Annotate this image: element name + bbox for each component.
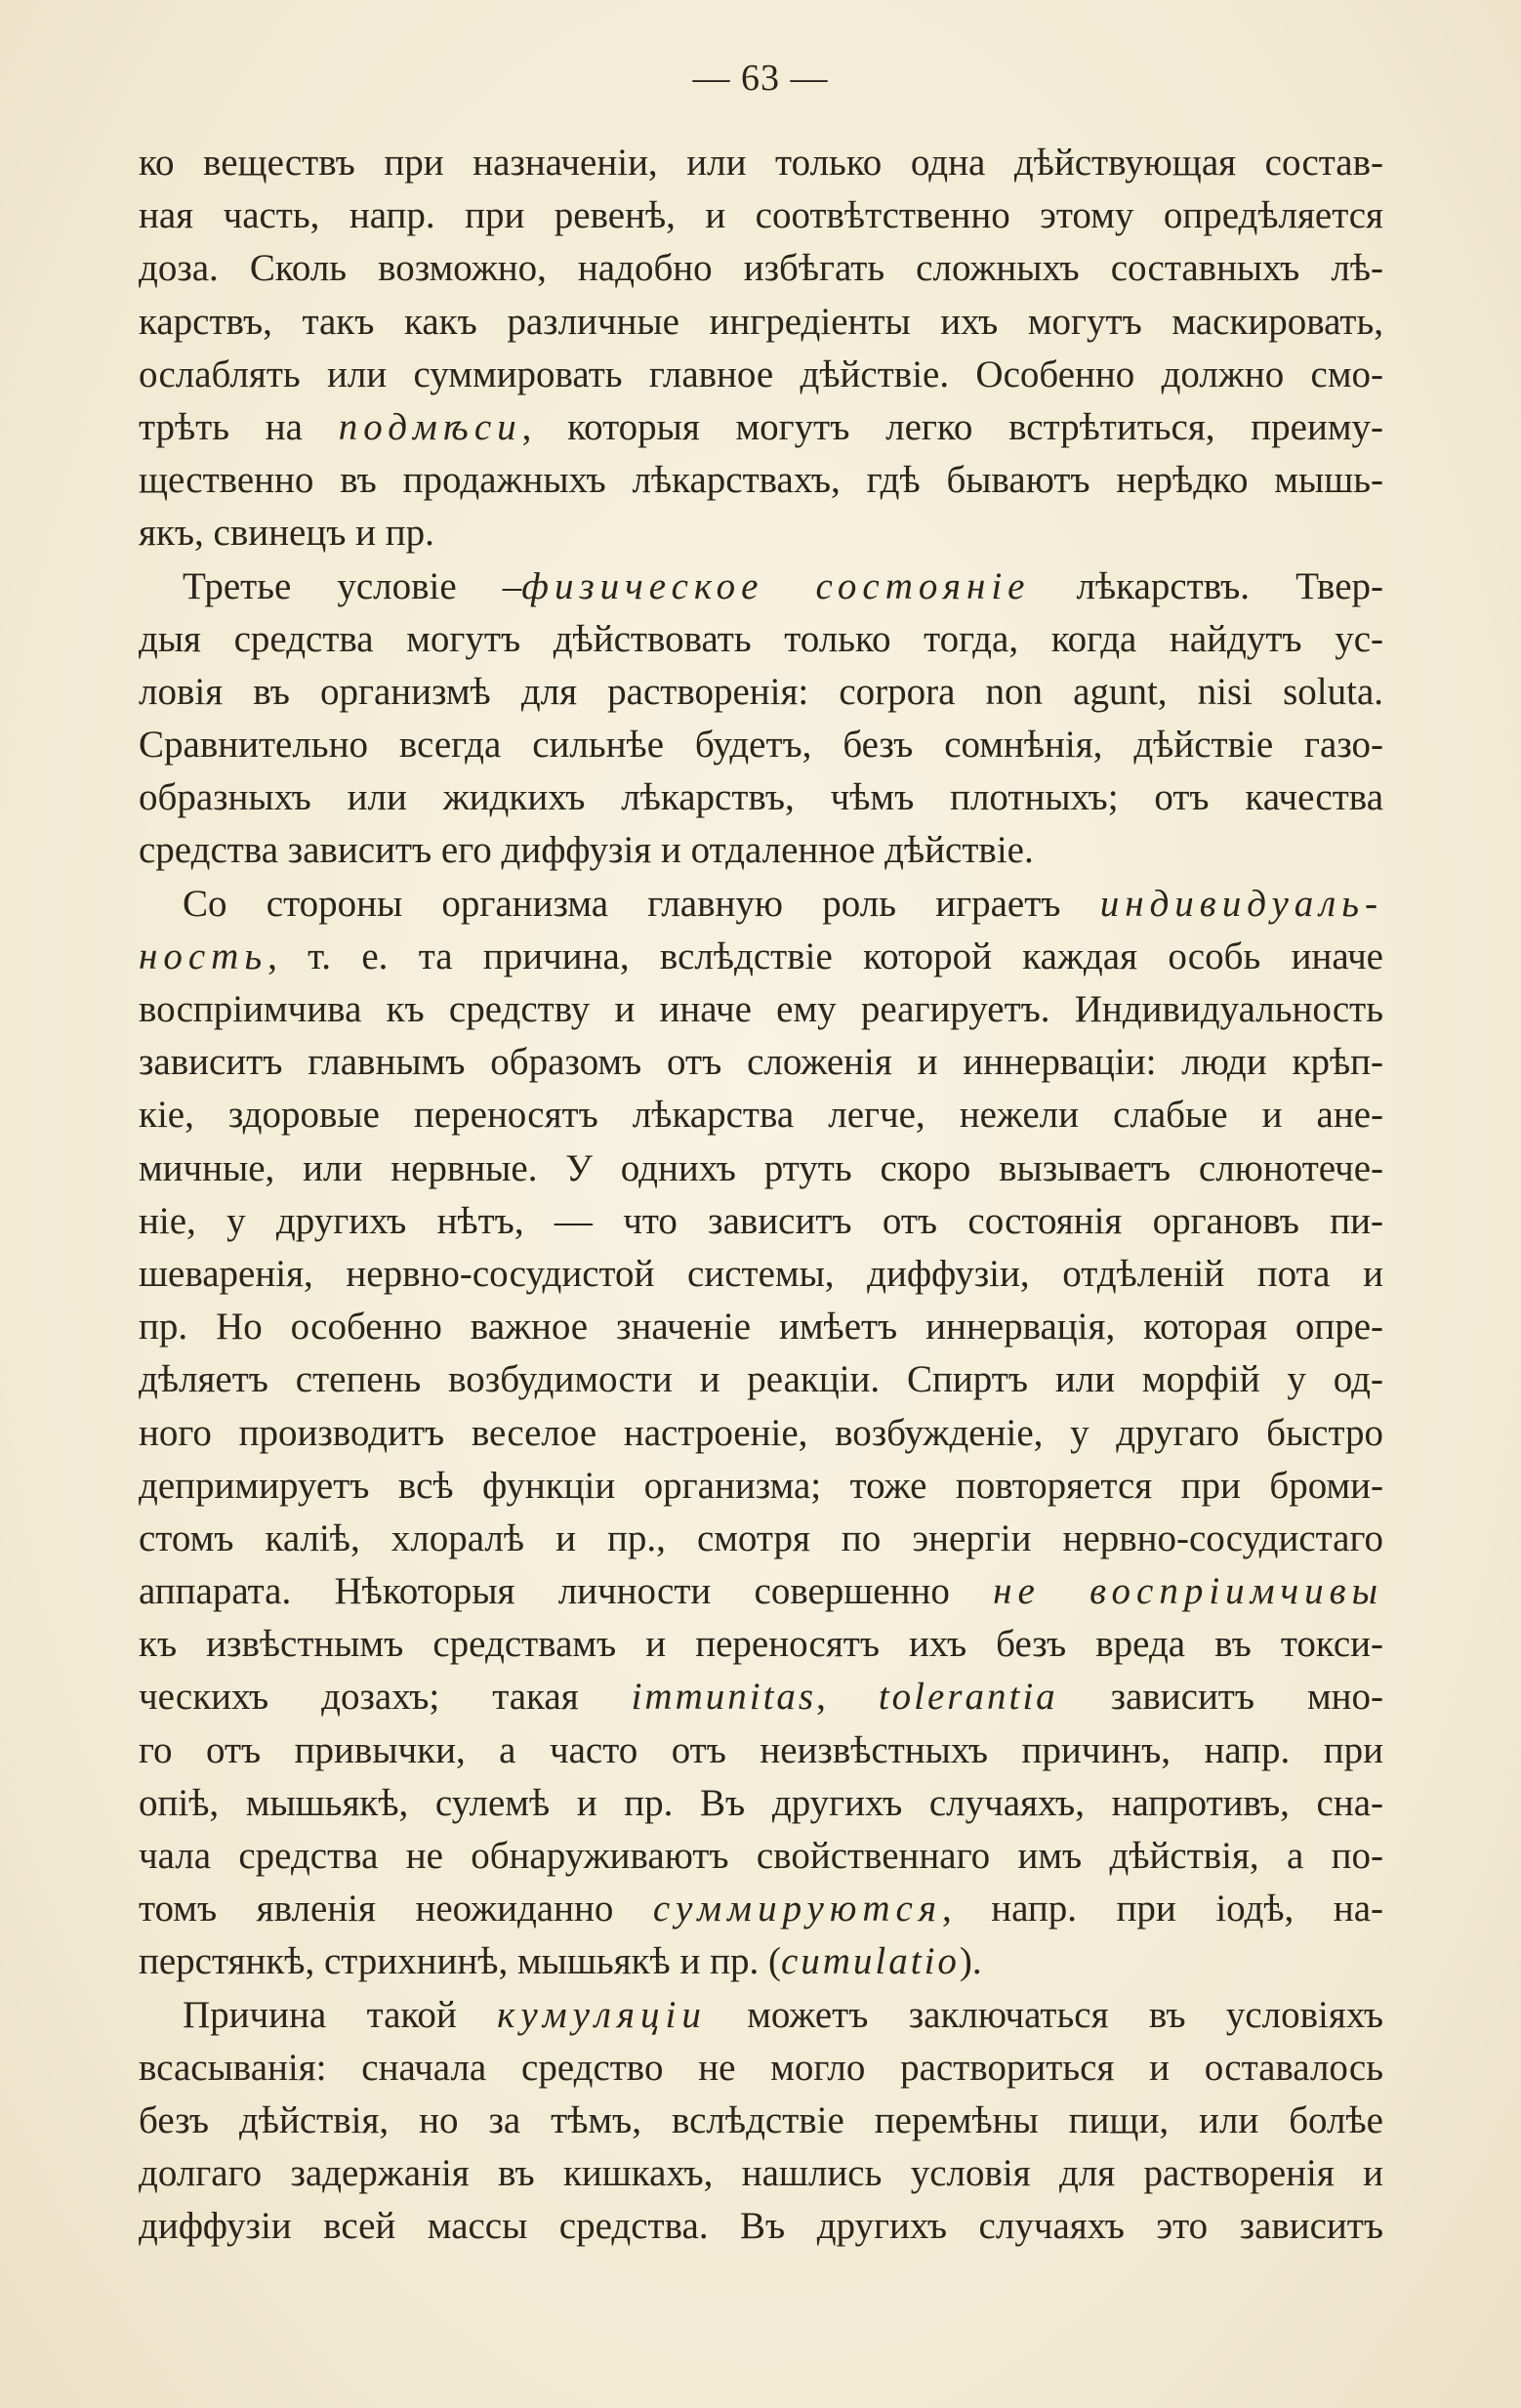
text-run: можетъ заключаться въ условіяхъ [706, 1993, 1383, 2036]
text-line: къ извѣстнымъ средствамъ и переносятъ ихъ безъ вреда въ токси- [139, 1623, 1383, 1666]
text-run: трѣть на [139, 405, 339, 448]
text-line: депримируетъ всѣ функціи организма; тоже повторяется при броми- [139, 1464, 1383, 1507]
emphasis: подмѣси [338, 405, 522, 448]
emphasis: индивидуаль- [1099, 882, 1383, 925]
text-line: дыя средства могутъ дѣйствовать только тогда, когда найдутъ ус- [139, 617, 1383, 660]
text-run: ). [959, 1940, 982, 1983]
text-line: щественно въ продажныхъ лѣкарствахъ, гдѣ бываютъ нерѣдко мышь- [139, 459, 1383, 502]
text-run: зависитъ мно- [1057, 1676, 1383, 1719]
text-line: чала средства не обнаруживаютъ свойственнаго имъ дѣйствія, а по- [139, 1835, 1383, 1877]
text-run: лѣкарствъ. Твер- [1030, 564, 1383, 607]
text-line: пр. Но особенно важное значеніе имѣетъ иннервація, которая опре- [139, 1306, 1383, 1349]
text-line [139, 1989, 1383, 2042]
text-line [139, 1935, 1383, 1988]
body-text [139, 137, 1383, 2254]
text-line: ослаблять или суммировать главное дѣйствіе. Особенно должно смо- [139, 353, 1383, 395]
text-line: кіе, здоровые переносятъ лѣкарства легче, нежели слабые и ане- [139, 1094, 1383, 1137]
text-line [139, 1883, 1383, 1935]
text-line: диффузіи всей массы средства. Въ другихъ случаяхъ это зависитъ [139, 2205, 1383, 2248]
text-line: средства зависитъ его диффузія и отдаленное дѣйствіе. [139, 829, 1034, 872]
emphasis: физическое состоянiе [521, 564, 1031, 607]
emphasis: кумуляціи [497, 1993, 707, 2036]
text-run: аппарата. Нѣкоторыя личности совершенно [139, 1570, 994, 1613]
text-line: долгаго задержанія въ кишкахъ, нашлись условія для растворенія и [139, 2152, 1383, 2195]
text-line: карствъ, такъ какъ различные ингредіенты ихъ могутъ маскировать, [139, 300, 1383, 343]
text-run: перстянкѣ, стрихнинѣ, мышьякѣ и пр. ( [139, 1940, 781, 1983]
text-line: го отъ привычки, а часто отъ неизвѣстныхъ причинъ, напр. при [139, 1728, 1383, 1771]
text-line: мичные, или нервные. У однихъ ртуть скоро вызываетъ слюнотече- [139, 1146, 1383, 1189]
text-line: дѣляетъ степень возбудимости и реакціи. Спиртъ или морфій у од- [139, 1358, 1383, 1401]
text-line: якъ, свинецъ и пр. [139, 512, 434, 555]
text-line [139, 560, 1383, 613]
latin-term: immunitas [631, 1676, 817, 1719]
text-line [139, 931, 1383, 983]
text-run: , которыя могутъ легко встрѣтиться, преиму- [521, 405, 1383, 448]
text-run: томъ явленія неожиданно [139, 1888, 653, 1931]
text-run: , напр. при іодѣ, на- [941, 1888, 1383, 1931]
text-line: ніе, у другихъ нѣтъ, — что зависитъ отъ состоянія органовъ пи- [139, 1199, 1383, 1242]
page-number: — 63 — [692, 58, 829, 99]
text-line: ловія въ организмѣ для растворенія: corpora non agunt, nisi soluta. [139, 670, 1383, 713]
text-line: ко веществъ при назначеніи, или только одна дѣйствующая состав- [139, 142, 1383, 184]
text-line: образныхъ или жидкихъ лѣкарствъ, чѣмъ плотныхъ; отъ качества [139, 776, 1383, 819]
emphasis: суммируются [652, 1888, 942, 1931]
text-line: доза. Сколь возможно, надобно избѣгать сложныхъ составныхъ лѣ- [139, 247, 1383, 290]
text-line: ная часть, напр. при ревенѣ, и соотвѣтственно этому опредѣляется [139, 194, 1383, 237]
text-line: шеваренія, нервно-сосудистой системы, диффузіи, отдѣленій пота и [139, 1252, 1383, 1295]
text-run: Третье условіе – [183, 564, 522, 607]
text-line: стомъ калiѣ, хлоралѣ и пр., смотря по энергіи нервно-сосудистаго [139, 1516, 1383, 1559]
text-line: безъ дѣйствія, но за тѣмъ, вслѣдствіе перемѣны пищи, или болѣе [139, 2098, 1383, 2141]
text-run: ческихъ дозахъ; такая [139, 1676, 632, 1719]
text-run: Причина такой [183, 1993, 498, 2036]
text-line [139, 401, 1383, 454]
text-run: , т. е. та причина, вслѣдствіе которой каждая особь иначе [267, 934, 1383, 977]
latin-term: tolerantia [878, 1676, 1058, 1719]
text-run: Со стороны организма главную роль играетъ [183, 882, 1100, 925]
text-line: Сравнительно всегда сильнѣе будетъ, безъ сомнѣнія, дѣйствіе газо- [139, 724, 1383, 767]
text-line: опіѣ, мышьякѣ, сулемѣ и пр. Въ другихъ случаяхъ, напротивъ, сна- [139, 1781, 1383, 1824]
text-line: всасыванія: сначала средство не могло раствориться и оставалось [139, 2046, 1383, 2089]
emphasis: не воспріимчивы [993, 1570, 1383, 1613]
text-line: зависитъ главнымъ образомъ отъ сложенія и иннерваціи: люди крѣп- [139, 1041, 1383, 1084]
text-line: воспріимчива къ средству и иначе ему реагируетъ. Индивидуальность [139, 988, 1383, 1030]
emphasis: ность [139, 934, 268, 977]
text-line [139, 878, 1383, 931]
text-run: , [816, 1676, 879, 1719]
latin-term: cumulatio [780, 1940, 960, 1983]
text-line: ного производитъ веселое настроеніе, возбужденіе, у другаго быстро [139, 1411, 1383, 1454]
text-line [139, 1565, 1383, 1618]
text-line [139, 1671, 1383, 1723]
